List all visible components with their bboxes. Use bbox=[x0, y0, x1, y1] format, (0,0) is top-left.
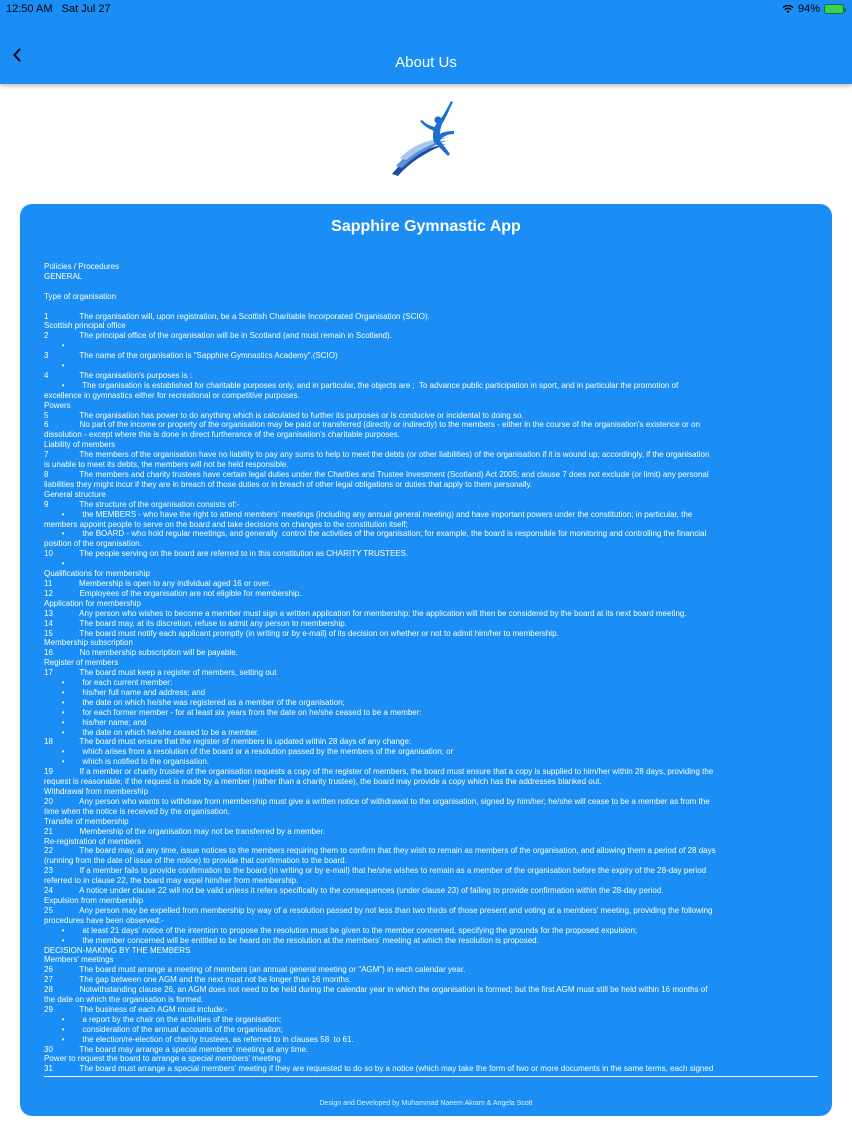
policy-line: • bbox=[44, 361, 65, 371]
policy-line: 7 The members of the organisation have no liability to pay any sums to help to meet the debts (or other liabilities) of the organisation if it is wound up; accordingly, if the organisation bbox=[44, 450, 710, 460]
policy-line: • the BOARD - who hold regular meetings, and generally control the activities of the organisation; for example, the board is responsible for monitoring and controlling the financial bbox=[44, 529, 707, 539]
policy-line: 4 The organisation's purposes is : bbox=[44, 370, 193, 380]
policy-line: 23 If a member fails to provide confirmation to the board (in writing or by e-mail) that he/she wishes to remain as a member of the organisation before the expiry of the 28-day period bbox=[44, 866, 707, 876]
policy-line: GENERAL bbox=[44, 271, 83, 281]
policy-line: the date on which the organisation is formed. bbox=[44, 995, 204, 1005]
policy-line: Application for membership bbox=[44, 598, 141, 608]
policy-line bbox=[44, 282, 818, 292]
policy-line: • at least 21 days' notice of the intention to propose the resolution must be given to the member concerned, specifying the grounds for the proposed expulsion; bbox=[44, 925, 638, 935]
policy-line: is unable to meet its debts, the members will not be held responsible. bbox=[44, 460, 289, 470]
policy-line: Expulsion from membership bbox=[44, 895, 144, 905]
policy-line: Qualifications for membership bbox=[44, 569, 150, 579]
policy-line: • the date on which he/she ceased to be a member. bbox=[44, 727, 260, 737]
policy-line: 3 The name of the organisation is "Sapphire Gymnastics Academy".(SCIO) bbox=[44, 351, 338, 361]
status-bar bbox=[0, 0, 852, 18]
policy-line: • which is notified to the organisation. bbox=[44, 757, 210, 767]
policy-line bbox=[44, 302, 818, 312]
policy-line: Withdrawal from membership bbox=[44, 787, 149, 796]
policy-line: 9 The structure of the organisation consists of:- bbox=[44, 499, 240, 509]
policy-line: Re-registration of members bbox=[44, 836, 141, 846]
status-date: Sat Jul 27 bbox=[61, 3, 111, 15]
policy-line: request is reasonable; if the request is made by a member (rather than a charity trustee), the board may provide a copy which has the addresses blanked out. bbox=[44, 777, 602, 787]
policy-line: Liability of members bbox=[44, 440, 116, 450]
status-right bbox=[782, 3, 844, 15]
policy-line: 14 The board may, at its discretion, refuse to admit any person to membership. bbox=[44, 618, 347, 628]
policy-line: 28 Notwithstanding clause 26, an AGM does not need to be held during the calendar year in which the organisation is formed; but the first AGM must still be held within 16 months of bbox=[44, 985, 708, 995]
policy-text[interactable] bbox=[44, 262, 818, 1076]
policy-line: 21 Membership of the organisation may not be transferred by a member. bbox=[44, 826, 326, 836]
policy-line: General structure bbox=[44, 489, 106, 499]
policy-line: members appoint people to serve on the board and take decisions on changes to the constitution itself; bbox=[44, 519, 408, 529]
policy-line: 20 Any person who wants to withdraw from membership must give a written notice of withdrawal to the organisation, signed by him/her; he/she will cease to be a member as from the bbox=[44, 796, 710, 806]
policy-line: • the date on which he/she was registered as a member of the organisation; bbox=[44, 697, 345, 707]
policy-line: Policies / Procedures bbox=[44, 262, 120, 271]
policy-line: Register of members bbox=[44, 658, 119, 668]
page-title: About Us bbox=[395, 54, 457, 71]
wifi-icon bbox=[782, 4, 794, 14]
policy-line: • his/her name; and bbox=[44, 717, 147, 727]
policy-line: • his/her full name and address; and bbox=[44, 687, 206, 697]
policy-line: Scottish principal office bbox=[44, 321, 126, 331]
policy-line: • the MEMBERS - who have the right to attend members' meetings (including any annual general meeting) and have important powers under the constitution; in particular, the bbox=[44, 509, 693, 519]
policy-line: Powers bbox=[44, 400, 71, 410]
policy-line: • the member concerned will be entitled to be heard on the resolution at the members' meeting at which the resolution is proposed. bbox=[44, 935, 539, 945]
policy-line: Type of organisation bbox=[44, 291, 117, 301]
battery-icon bbox=[824, 4, 844, 14]
policy-line: 6 No part of the income or property of the organisation may be paid or transferred (directly or indirectly) to the members - either in the course of the organisation's existence or on bbox=[44, 420, 701, 430]
policy-line: excellence in gymnastics either for recreational or competitive purposes. bbox=[44, 390, 300, 400]
about-card bbox=[20, 204, 832, 1116]
policy-line: 13 Any person who wishes to become a member must sign a written application for membership; the application will then be considered by the board at its next board meeting. bbox=[44, 608, 687, 618]
policy-line: liabilities they might incur if they are in breach of those duties or in breach of other legal obligations or duties that apply to them personally. bbox=[44, 479, 533, 489]
policy-line: 29 The business of each AGM must include:- bbox=[44, 1004, 228, 1014]
policy-line: • for each current member: bbox=[44, 678, 173, 688]
status-time bbox=[6, 3, 111, 15]
divider bbox=[44, 1076, 818, 1077]
gymnast-logo bbox=[386, 100, 466, 180]
status-time-text: 12:50 AM bbox=[6, 3, 53, 15]
policy-line: 15 The board must notify each applicant promptly (in writing or by e-mail) of its decision on whether or not to admit him/her to membership. bbox=[44, 628, 559, 638]
policy-line: referred to in clause 22, the board may expel him/her from membership. bbox=[44, 876, 299, 886]
policy-line: 26 The board must arrange a meeting of members (an annual general meeting or "AGM") in each calendar year. bbox=[44, 965, 466, 975]
policy-line: • The organisation is established for charitable purposes only, and in particular, the objects are ; To advance public participation in sport, and in particular the promotion of bbox=[44, 380, 679, 390]
policy-line: (running from the date of issue of the notice) to provide that confirmation to the board. bbox=[44, 856, 347, 866]
card-title: Sapphire Gymnastic App bbox=[331, 218, 521, 235]
policy-line: 11 Membership is open to any individual aged 16 or over. bbox=[44, 578, 271, 588]
policy-line: • which arises from a resolution of the board or a resolution passed by the members of the organisation; or bbox=[44, 747, 454, 757]
policy-line: 22 The board may, at any time, issue notices to the members requiring them to confirm that they wish to remain as members of the organisation, and allowing them a period of 28 days bbox=[44, 846, 716, 856]
policy-line: position of the organisation. bbox=[44, 539, 142, 549]
nav-bar bbox=[0, 18, 852, 84]
policy-line: 1 The organisation will, upon registration, be a Scottish Charitable Incorporated Organisation (SCIO). bbox=[44, 311, 430, 321]
policy-line: 8 The members and charity trustees have certain legal duties under the Charities and Trustee Investment (Scotland) Act 2005; and clause 7 does not exclude (or limit) any personal bbox=[44, 470, 709, 479]
battery-percent: 94% bbox=[797, 3, 820, 15]
policy-line: Membership subscription bbox=[44, 638, 133, 648]
policy-line: 12 Employees of the organisation are not eligible for membership. bbox=[44, 588, 302, 598]
policy-line: Members' meetings bbox=[44, 955, 114, 965]
policy-line: • for each former member - for at least six years from the date on he/she ceased to be a member: bbox=[44, 707, 422, 717]
policy-line: 18 The board must ensure that the register of members is updated within 28 days of any change: bbox=[44, 737, 412, 747]
policy-line: • consideration of the annual accounts of the organisation; bbox=[44, 1024, 283, 1034]
policy-line: DECISION-MAKING BY THE MEMBERS bbox=[44, 945, 191, 955]
policy-line: 25 Any person may be expelled from membership by way of a resolution passed by not less than two thirds of those present and voting at a members' meeting, providing the following bbox=[44, 905, 713, 915]
policy-line: time when the notice is received by the organisation. bbox=[44, 806, 230, 816]
policy-line: Power to request the board to arrange a special members' meeting bbox=[44, 1054, 281, 1064]
policy-line: 10 The people serving on the board are referred to in this constitution as CHARITY TRUSTEES. bbox=[44, 549, 409, 559]
policy-line: procedures have been observed:- bbox=[44, 915, 164, 925]
policy-line: 31 The board must arrange a special members' meeting if they are requested to do so by a notice (which may take the form of two or more documents in the same terms, each signed bbox=[44, 1064, 714, 1074]
policy-line: • bbox=[44, 559, 65, 569]
policy-line: 2 The principal office of the organisation will be in Scotland (and must remain in Scotland). bbox=[44, 331, 392, 341]
policy-line: 5 The organisation has power to do anything which is calculated to further its purposes or is conducive or incidental to doing so. bbox=[44, 410, 524, 420]
policy-line: 30 The board may arrange a special members' meeting at any time. bbox=[44, 1044, 309, 1054]
policy-line: dissolution - except where this is done in direct furtherance of the organisation's charitable purposes. bbox=[44, 430, 400, 440]
policy-line: • bbox=[44, 341, 65, 351]
policy-line: • the election/re-election of charity trustees, as referred to in clauses 58 to 61. bbox=[44, 1034, 354, 1044]
policy-line: 16 No membership subscription will be payable. bbox=[44, 648, 238, 658]
policy-line: 27 The gap between one AGM and the next must not be longer than 16 months. bbox=[44, 975, 352, 985]
policy-line: 19 If a member or charity trustee of the organisation requests a copy of the register of members, the board must ensure that a copy is supplied to him/her within 28 days, providing the bbox=[44, 767, 714, 777]
policy-line: Transfer of membership bbox=[44, 816, 129, 826]
policy-line: 17 The board must keep a register of members, setting out bbox=[44, 668, 277, 678]
policy-line: 24 A notice under clause 22 will not be valid unless it refers specifically to the consequences (under clause 23) of failing to provide confirmation within the 28-day period. bbox=[44, 886, 664, 896]
policy-line: • a report by the chair on the activities of the organisation; bbox=[44, 1014, 282, 1024]
footer-credits: Design and Developed by Muhammad Naeem Akram & Angela Scott bbox=[319, 1100, 533, 1107]
